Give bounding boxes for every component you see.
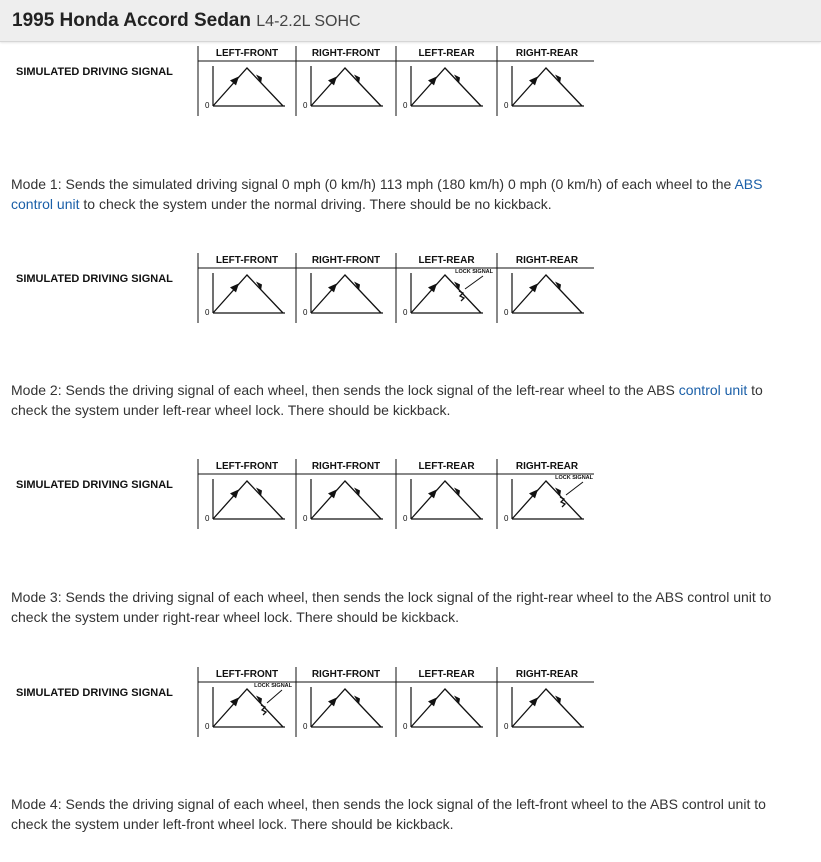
mode-2-description xyxy=(11,380,801,420)
page-title xyxy=(12,10,361,32)
diagram-label: SIMULATED DRIVING SIGNAL xyxy=(16,66,173,78)
vehicle-name: 1995 Honda Accord Sedan xyxy=(12,10,251,31)
lock-signal-pointer xyxy=(566,482,583,495)
rising-arrow-icon xyxy=(529,697,538,706)
zero-label: 0 xyxy=(504,101,509,110)
column-label-right-front: RIGHT-FRONT xyxy=(311,669,381,680)
signal-triangle-left-rear xyxy=(411,481,481,519)
column-label-right-front: RIGHT-FRONT xyxy=(311,255,381,266)
signal-triangle-right-rear xyxy=(512,68,582,106)
signal-diagram-mode-1 xyxy=(0,44,821,124)
zero-label: 0 xyxy=(403,514,408,523)
rising-arrow-icon xyxy=(428,697,437,706)
column-label-left-rear: LEFT-REAR xyxy=(418,461,475,472)
signal-triangle-right-front xyxy=(311,689,381,727)
signal-triangle-left-front xyxy=(213,68,283,106)
column-label-left-rear: LEFT-REAR xyxy=(418,48,475,59)
lock-signal-wave-icon xyxy=(459,291,464,301)
signal-diagram-mode-3 xyxy=(0,457,821,537)
rising-arrow-icon xyxy=(529,76,538,85)
mode-2-text-end: to check the system under left-rear wheel lock. There should be kickback. xyxy=(11,382,763,418)
zero-label: 0 xyxy=(205,722,210,731)
lock-signal-label: LOCK SIGNAL xyxy=(254,683,292,689)
rising-arrow-icon xyxy=(529,283,538,292)
signal-triangle-right-front xyxy=(311,68,381,106)
control-unit-link[interactable]: control unit xyxy=(678,382,748,398)
mode-3-description xyxy=(11,587,801,627)
column-label-right-front: RIGHT-FRONT xyxy=(311,48,381,59)
signal-diagram-svg xyxy=(0,44,821,124)
signal-triangle-left-front xyxy=(213,689,283,727)
rising-arrow-icon xyxy=(328,283,337,292)
column-label-right-rear: RIGHT-REAR xyxy=(515,255,579,266)
column-label-left-front: LEFT-FRONT xyxy=(215,669,279,680)
lock-signal-pointer xyxy=(267,690,282,703)
zero-label: 0 xyxy=(205,308,210,317)
signal-triangle-right-rear xyxy=(512,275,582,313)
lock-signal-label: LOCK SIGNAL xyxy=(455,269,493,275)
column-label-left-front: LEFT-FRONT xyxy=(215,48,279,59)
signal-diagram-svg xyxy=(0,251,821,331)
column-label-left-rear: LEFT-REAR xyxy=(418,669,475,680)
column-label-right-rear: RIGHT-REAR xyxy=(515,461,579,472)
mode-1-description xyxy=(11,174,801,214)
engine-subtitle: L4-2.2L SOHC xyxy=(256,13,361,30)
signal-triangle-right-rear xyxy=(512,481,582,519)
zero-label: 0 xyxy=(205,514,210,523)
zero-label: 0 xyxy=(403,722,408,731)
rising-arrow-icon xyxy=(328,697,337,706)
rising-arrow-icon xyxy=(230,489,239,498)
lock-signal-pointer xyxy=(465,276,483,289)
page-header xyxy=(0,0,821,42)
zero-label: 0 xyxy=(303,101,308,110)
lock-signal-wave-icon xyxy=(560,497,565,507)
column-label-right-front: RIGHT-FRONT xyxy=(311,461,381,472)
mode-3-text: Mode 3: Sends the driving signal of each wheel, then sends the lock signal of the right-rear wheel to the ABS control unit to check the system under right-rear wheel lock. There should be kickback. xyxy=(11,589,772,625)
signal-triangle-left-rear xyxy=(411,275,481,313)
rising-arrow-icon xyxy=(230,76,239,85)
column-label-right-rear: RIGHT-REAR xyxy=(515,48,579,59)
rising-arrow-icon xyxy=(529,489,538,498)
mode-4-text: Mode 4: Sends the driving signal of each wheel, then sends the lock signal of the left-front wheel to the ABS control unit to check the system under left-front wheel lock. There should be kickback. xyxy=(11,796,766,832)
mode-4-description xyxy=(11,794,801,834)
zero-label: 0 xyxy=(303,514,308,523)
diagram-label: SIMULATED DRIVING SIGNAL xyxy=(16,687,173,699)
signal-triangle-right-rear xyxy=(512,689,582,727)
mode-1-text-end: to check the system under the normal driving. There should be no kickback. xyxy=(79,196,552,212)
diagram-label: SIMULATED DRIVING SIGNAL xyxy=(16,479,173,491)
signal-triangle-right-front xyxy=(311,275,381,313)
column-label-left-front: LEFT-FRONT xyxy=(215,461,279,472)
abs-control-unit-link[interactable]: ABS control unit xyxy=(11,176,763,212)
rising-arrow-icon xyxy=(428,283,437,292)
zero-label: 0 xyxy=(504,308,509,317)
rising-arrow-icon xyxy=(230,697,239,706)
zero-label: 0 xyxy=(403,308,408,317)
column-label-right-rear: RIGHT-REAR xyxy=(515,669,579,680)
diagram-label: SIMULATED DRIVING SIGNAL xyxy=(16,273,173,285)
signal-diagram-svg xyxy=(0,457,821,537)
zero-label: 0 xyxy=(504,514,509,523)
signal-triangle-left-front xyxy=(213,481,283,519)
rising-arrow-icon xyxy=(328,489,337,498)
signal-triangle-left-rear xyxy=(411,68,481,106)
signal-diagram-mode-4 xyxy=(0,665,821,745)
rising-arrow-icon xyxy=(428,76,437,85)
signal-triangle-right-front xyxy=(311,481,381,519)
signal-triangle-left-rear xyxy=(411,689,481,727)
zero-label: 0 xyxy=(504,722,509,731)
zero-label: 0 xyxy=(303,722,308,731)
rising-arrow-icon xyxy=(328,76,337,85)
zero-label: 0 xyxy=(403,101,408,110)
zero-label: 0 xyxy=(205,101,210,110)
column-label-left-rear: LEFT-REAR xyxy=(418,255,475,266)
mode-1-text: Mode 1: Sends the simulated driving signal 0 mph (0 km/h) 113 mph (180 km/h) 0 mph (0 km/h) of each wheel to the xyxy=(11,176,735,192)
rising-arrow-icon xyxy=(230,283,239,292)
signal-triangle-left-front xyxy=(213,275,283,313)
rising-arrow-icon xyxy=(428,489,437,498)
signal-diagram-mode-2 xyxy=(0,251,821,331)
lock-signal-wave-icon xyxy=(261,705,266,715)
zero-label: 0 xyxy=(303,308,308,317)
column-label-left-front: LEFT-FRONT xyxy=(215,255,279,266)
mode-2-text: Mode 2: Sends the driving signal of each wheel, then sends the lock signal of the left-rear wheel to the ABS xyxy=(11,382,679,398)
lock-signal-label: LOCK SIGNAL xyxy=(555,475,593,481)
signal-diagram-svg xyxy=(0,665,821,745)
